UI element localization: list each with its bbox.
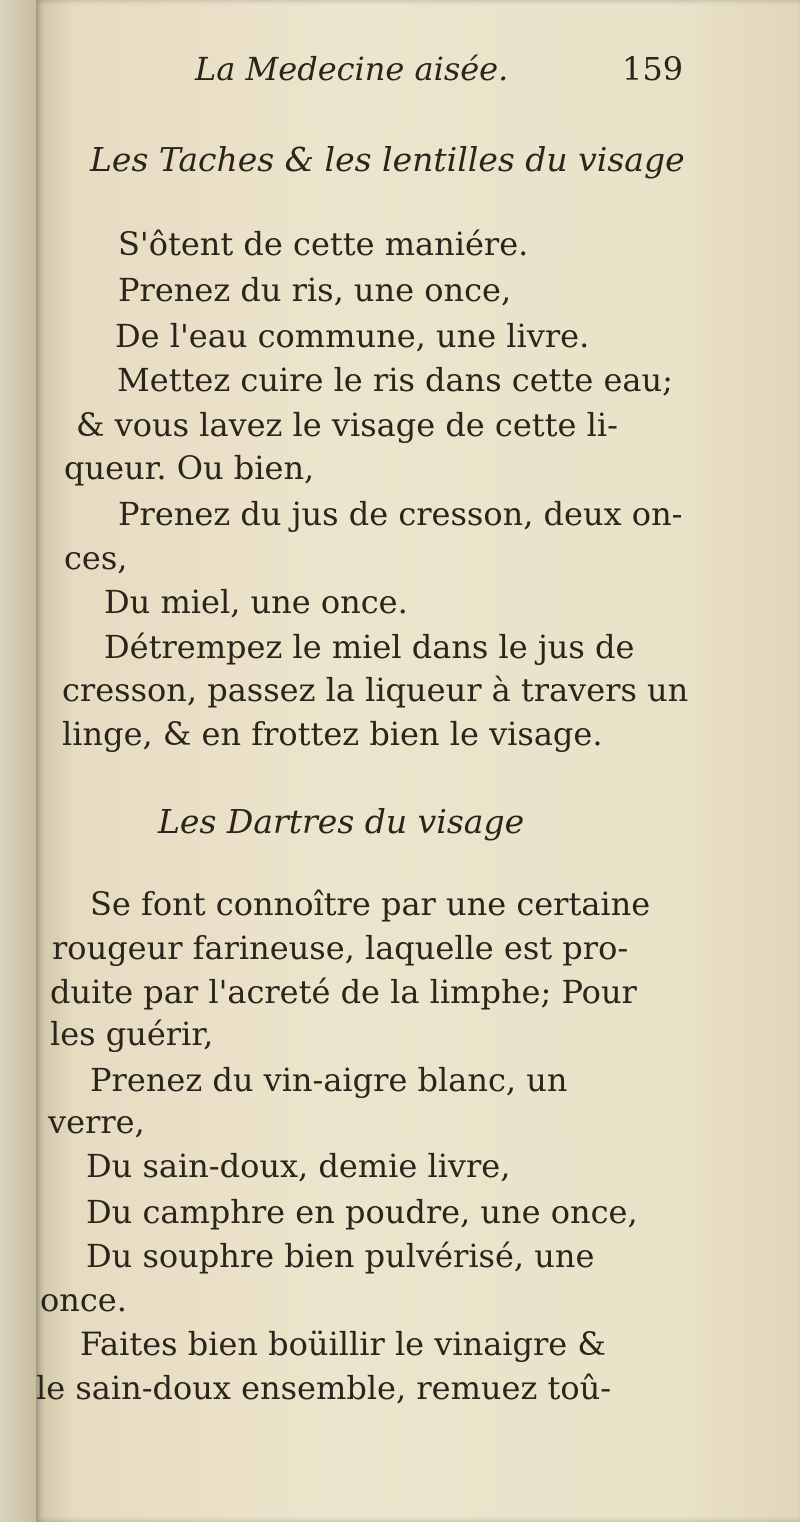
text-line: Du camphre en poudre, une once, (86, 1193, 638, 1231)
running-title: La Medecine aisée. (195, 50, 509, 88)
text-line: & vous lavez le visage de cette li- (76, 406, 618, 444)
text-line: queur. Ou bien, (64, 449, 315, 487)
text-line: De l'eau commune, une livre. (115, 317, 590, 355)
text-line: once. (40, 1281, 127, 1319)
text-line: Du sain-doux, demie livre, (86, 1147, 511, 1185)
text-line: S'ôtent de cette maniére. (118, 225, 529, 263)
text-line: Se font connoître par une certaine (90, 885, 651, 923)
text-line: Prenez du jus de cresson, deux on- (118, 495, 683, 533)
text-line: Du miel, une once. (104, 583, 408, 621)
section-title-taches: Les Taches & les lentilles du visage (90, 140, 685, 179)
text-line: Du souphre bien pulvérisé, une (86, 1237, 595, 1275)
text-line: Mettez cuire le ris dans cette eau; (117, 361, 673, 399)
book-gutter (0, 0, 36, 1522)
text-line: ces, (64, 539, 128, 577)
text-line: Prenez du vin-aigre blanc, un (90, 1061, 568, 1099)
text-line: le sain-doux ensemble, remuez toû- (36, 1369, 612, 1407)
text-line: duite par l'acreté de la limphe; Pour (50, 973, 637, 1011)
text-line: Détrempez le miel dans le jus de (104, 628, 635, 666)
text-line: rougeur farineuse, laquelle est pro- (52, 929, 629, 967)
text-line: Prenez du ris, une once, (118, 271, 512, 309)
text-line: cresson, passez la liqueur à travers un (62, 671, 689, 709)
page-number: 159 (622, 50, 684, 88)
section-title-dartres: Les Dartres du visage (158, 802, 525, 841)
text-line: les guérir, (50, 1015, 214, 1053)
text-line: verre, (48, 1103, 145, 1141)
text-line: linge, & en frottez bien le visage. (62, 715, 603, 753)
text-line: Faites bien boüillir le vinaigre & (80, 1325, 606, 1363)
